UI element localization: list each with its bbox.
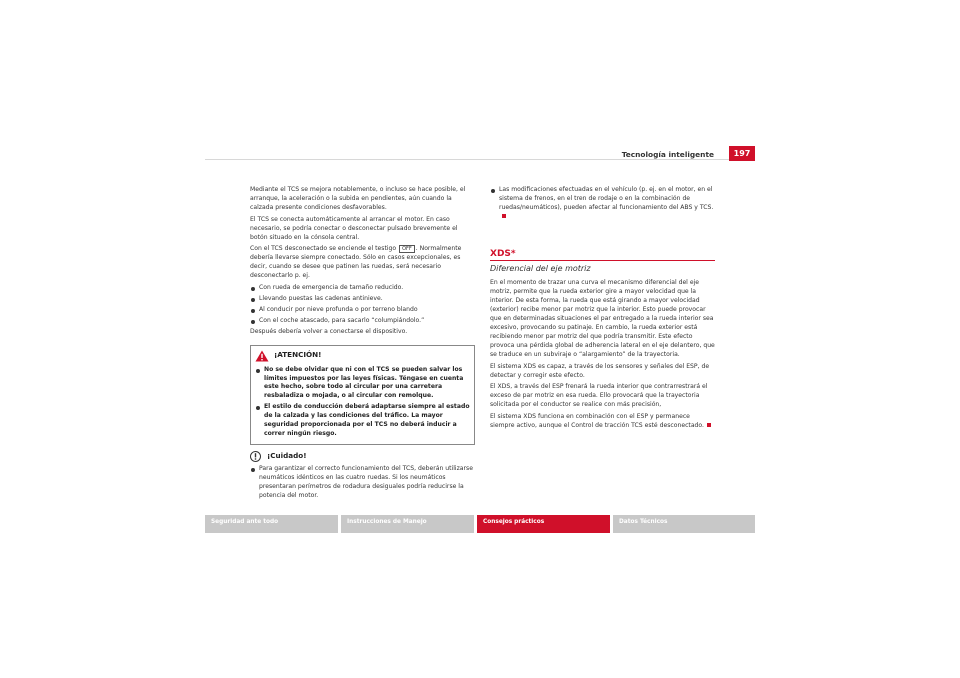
caution-header bbox=[250, 451, 475, 462]
tab-instrucciones[interactable]: Instrucciones de Manejo bbox=[341, 515, 474, 533]
xds-heading: XDS* bbox=[490, 248, 516, 259]
tab-consejos[interactable]: Consejos prácticos bbox=[477, 515, 610, 533]
section-title: Tecnología inteligente bbox=[621, 150, 714, 159]
warning-title: ¡ATENCIÓN! bbox=[274, 350, 322, 360]
warning-triangle-icon bbox=[255, 350, 269, 362]
section-end-square-icon bbox=[707, 423, 711, 427]
warning-item: El estilo de conducción deberá adaptarse siempre al estado de la calzada y las condiciones del tráfico. La mayor seguridad proporcionada por el TCS no deberá inducir a correr ningún riesgo. bbox=[255, 403, 470, 439]
tab-seguridad[interactable]: Seguridad ante todo bbox=[205, 515, 338, 533]
caution-title: ¡Cuidado! bbox=[267, 450, 307, 460]
right-column bbox=[490, 186, 715, 434]
text: Con el TCS desconectado se enciende el testigo bbox=[250, 245, 397, 253]
text: Las modificaciones efectuadas en el vehículo (p. ej. en el motor, en el sistema de frenos, en el tren de rodaje o en la combinación de ruedas/neumáticos), pueden afectar al funcionamiento del ABS y TCS. bbox=[499, 186, 714, 211]
list-item: Con rueda de emergencia de tamaño reducido. bbox=[250, 284, 475, 293]
section-end-square-icon bbox=[502, 214, 506, 218]
caution-item: Para garantizar el correcto funcionamiento del TCS, deberán utilizarse neumáticos idénticos en las cuatro ruedas. Si los neumáticos presentaran perímetros de rodadura desiguales podría reducirse la potencia del motor. bbox=[250, 465, 475, 501]
warning-header bbox=[255, 350, 470, 362]
list-item: Llevando puestas las cadenas antinieve. bbox=[250, 295, 475, 304]
header-rule bbox=[205, 159, 755, 160]
paragraph: Mediante el TCS se mejora notablemente, o incluso se hace posible, el arranque, la aceleración o la subida en pendientes, aún cuando la calzada presente condiciones desfavorables. bbox=[250, 186, 466, 211]
text: . Normalmente debería llevarse siempre conectado. Sólo en casos excepcionales, es decir, cuando se desee que patinen las ruedas, será necesario desconectarlo p. ej. bbox=[250, 245, 462, 280]
caution-circle-icon bbox=[250, 451, 261, 462]
paragraph: El TCS se conecta automáticamente al arrancar el motor. En caso necesario, se podría conectar o desconectar pulsado brevemente el botón situado en la cónsola central. bbox=[250, 215, 458, 241]
warning-item: No se debe olvidar que ni con el TCS se pueden salvar los límites impuestos por las leyes físicas. Téngase en cuenta este hecho, sobre todo al circular por una carretera resbaladiza o mojada, o al circular con remolque. bbox=[255, 366, 470, 402]
paragraph: El XDS, a través del ESP frenará la rueda interior que contrarrestrará el exceso de par motriz en esa rueda. Ello provocará que la trayectoria solicitada por el conductor se realice con más precisión, bbox=[490, 383, 708, 409]
paragraph: Después debería volver a conectarse el dispositivo. bbox=[250, 327, 408, 335]
page-number: 197 bbox=[729, 146, 755, 161]
list-item: Al conducir por nieve profunda o por terreno blando bbox=[250, 306, 475, 315]
paragraph: El sistema XDS es capaz, a través de los sensores y señales del ESP, de detectar y corregir este efecto. bbox=[490, 362, 710, 379]
paragraph: En el momento de trazar una curva el mecanismo diferencial del eje motriz, permite que la rueda exterior gire a mayor velocidad que la interior. De esta forma, la rueda que está girando a mayor velocidad (exterior) recibe menor par motriz que la interior. Esto puede provocar que en determinadas situaciones el par entregado a la rueda interior sea excesivo, provocando su patinaje. En cambio, la rueda exterior está recibiendo menor par motriz del que podría transmitir. Este efecto provoca una pérdida global de adherencia lateral en el eje delantero, que se traduce en un subviraje o “alargamiento” de la trayectoria. bbox=[490, 279, 715, 358]
paragraph bbox=[250, 245, 475, 281]
paragraph bbox=[490, 413, 715, 431]
xds-subheading: Diferencial del eje motriz bbox=[490, 263, 591, 273]
warning-box bbox=[250, 345, 475, 445]
tab-datos[interactable]: Datos Técnicos bbox=[613, 515, 755, 533]
list-item bbox=[490, 186, 715, 222]
list-item: Con el coche atascado, para sacarlo “columpiándolo.” bbox=[250, 317, 475, 326]
tcs-off-indicator-icon bbox=[399, 245, 415, 253]
tcs-off-label: OFF bbox=[402, 246, 412, 253]
text: El sistema XDS funciona en combinación con el ESP y permanece siempre activo, aunque el Control de tracción TCS esté desconectado. bbox=[490, 413, 704, 430]
left-column bbox=[250, 186, 475, 502]
heading-rule bbox=[490, 260, 715, 261]
